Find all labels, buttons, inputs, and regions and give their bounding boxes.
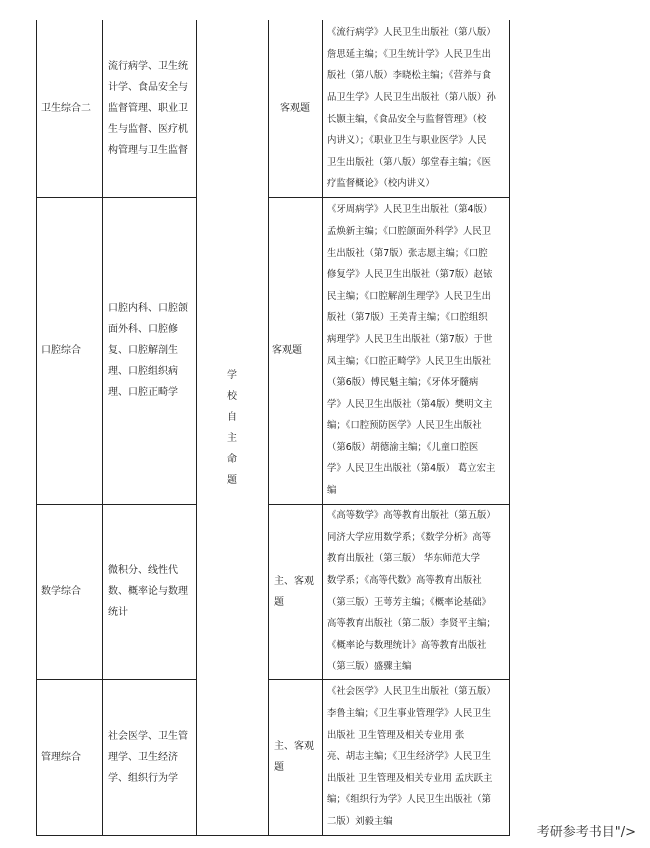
reference-books: 《社会医学》人民卫生出版社（第五版） 李鲁主编；《卫生事业管理学》人民卫生 出版社 卫生管理及相关专业用 张 亮、胡志主编；《卫生经济学》人民卫生 出版社 卫生管理及相关专业用 孟庆跃主 编；《组织行为学》人民卫生出版社（第 二版）刘毅主编: [327, 686, 496, 827]
table-row-health-2-refs: [322, 20, 509, 197]
subject-scope: 流行病学、卫生统 计学、食品安全与 监督管理、职业卫 生与监督、医疗机 构管理与卫生监督: [108, 61, 188, 156]
table-row-health-2-type: [268, 20, 322, 197]
table-row-management-type: [268, 679, 322, 835]
table-row-health-2-subject: [36, 20, 102, 197]
reference-books: 《牙周病学》人民卫生出版社（第4版） 孟焕新主编；《口腔颌面外科学》人民卫 生出版社（第7版）张志愿主编；《口腔 修复学》人民卫生出版社（第7版）赵铱 民主编；《口腔解剖生理学》人民卫生出 版社（第7版）王美青主编；《口腔组织 病理学》人民卫生出版社（第7版）于世 凤主编；《口腔正畸学》人民卫生出版社 （第6版）傅民魁主编；《牙体牙髓病 学》人民卫生出版社（第4版）樊明文主 编；《口腔预防医学》人民卫生出版社 （第6版）胡德渝主编；《儿童口腔医 学》人民卫生出版社（第4版） 葛立宏主 编: [327, 204, 496, 497]
subject-scope: 口腔内科、口腔颌 面外科、口腔修 复、口腔解剖生 理、口腔组织病 理、口腔正畸学: [108, 303, 188, 398]
table-row-management-subject: [36, 679, 102, 835]
subject-name: 卫生综合二: [41, 103, 91, 114]
table-row-management-scope: [102, 679, 196, 835]
exam-method-cell: [196, 20, 268, 835]
reference-books: 《高等数学》高等教育出版社（第五版） 同济大学应用数学系；《数学分析》高等 教育出版社（第三版） 华东师范大学 数学系；《高等代数》高等教育出版社 （第三版）王萼芳主编；《概率论基础》 高等教育出版社（第二版）李贤平主编； 《概率论与数理统计》高等教育出版社 （第三版）盛骤主编: [327, 510, 496, 673]
table-row-dental-scope: [102, 197, 196, 504]
table-row-math-subject: [36, 504, 102, 679]
table-row-math-scope: [102, 504, 196, 679]
table-row-management-refs: [322, 679, 509, 835]
table-row-health-2-scope: [102, 20, 196, 197]
table-row-dental-refs: [322, 197, 509, 504]
question-type: 主、客观 题: [274, 575, 314, 608]
question-type: 客观题: [280, 103, 310, 114]
subject-name: 管理综合: [41, 751, 81, 763]
table-row-math-type: [268, 504, 322, 679]
question-type: 客观题: [272, 345, 302, 356]
reference-books: 《流行病学》人民卫生出版社（第八版） 詹思延主编；《卫生统计学》人民卫生出 版社（第八版）李晓松主编；《营养与食 品卫生学》人民卫生出版社（第八版）孙 长颢主编，《食品安全与监督管理》（校 内讲义）；《职业卫生与职业医学》人民 卫生出版社（第八版）邬堂春主编；《医 疗监督概论》（校内讲义）: [327, 27, 496, 190]
question-type: 主、客观 题: [274, 741, 314, 773]
subject-scope: 微积分、线性代 数、概率论与数理 统计: [108, 565, 188, 618]
exam-method-text: 学 校 自 主 命 题: [227, 369, 237, 486]
image-caption: 考研参考书目"/>: [536, 825, 636, 840]
subject-name: 数学综合: [41, 586, 81, 597]
table-row-dental-type: [268, 197, 322, 504]
exam-subjects-table: [36, 20, 510, 836]
subject-name: 口腔综合: [41, 345, 81, 356]
table-row-math-refs: [322, 504, 509, 679]
table-row-dental-subject: [36, 197, 102, 504]
subject-scope: 社会医学、卫生管 理学、卫生经济 学、组织行为学: [108, 730, 188, 784]
